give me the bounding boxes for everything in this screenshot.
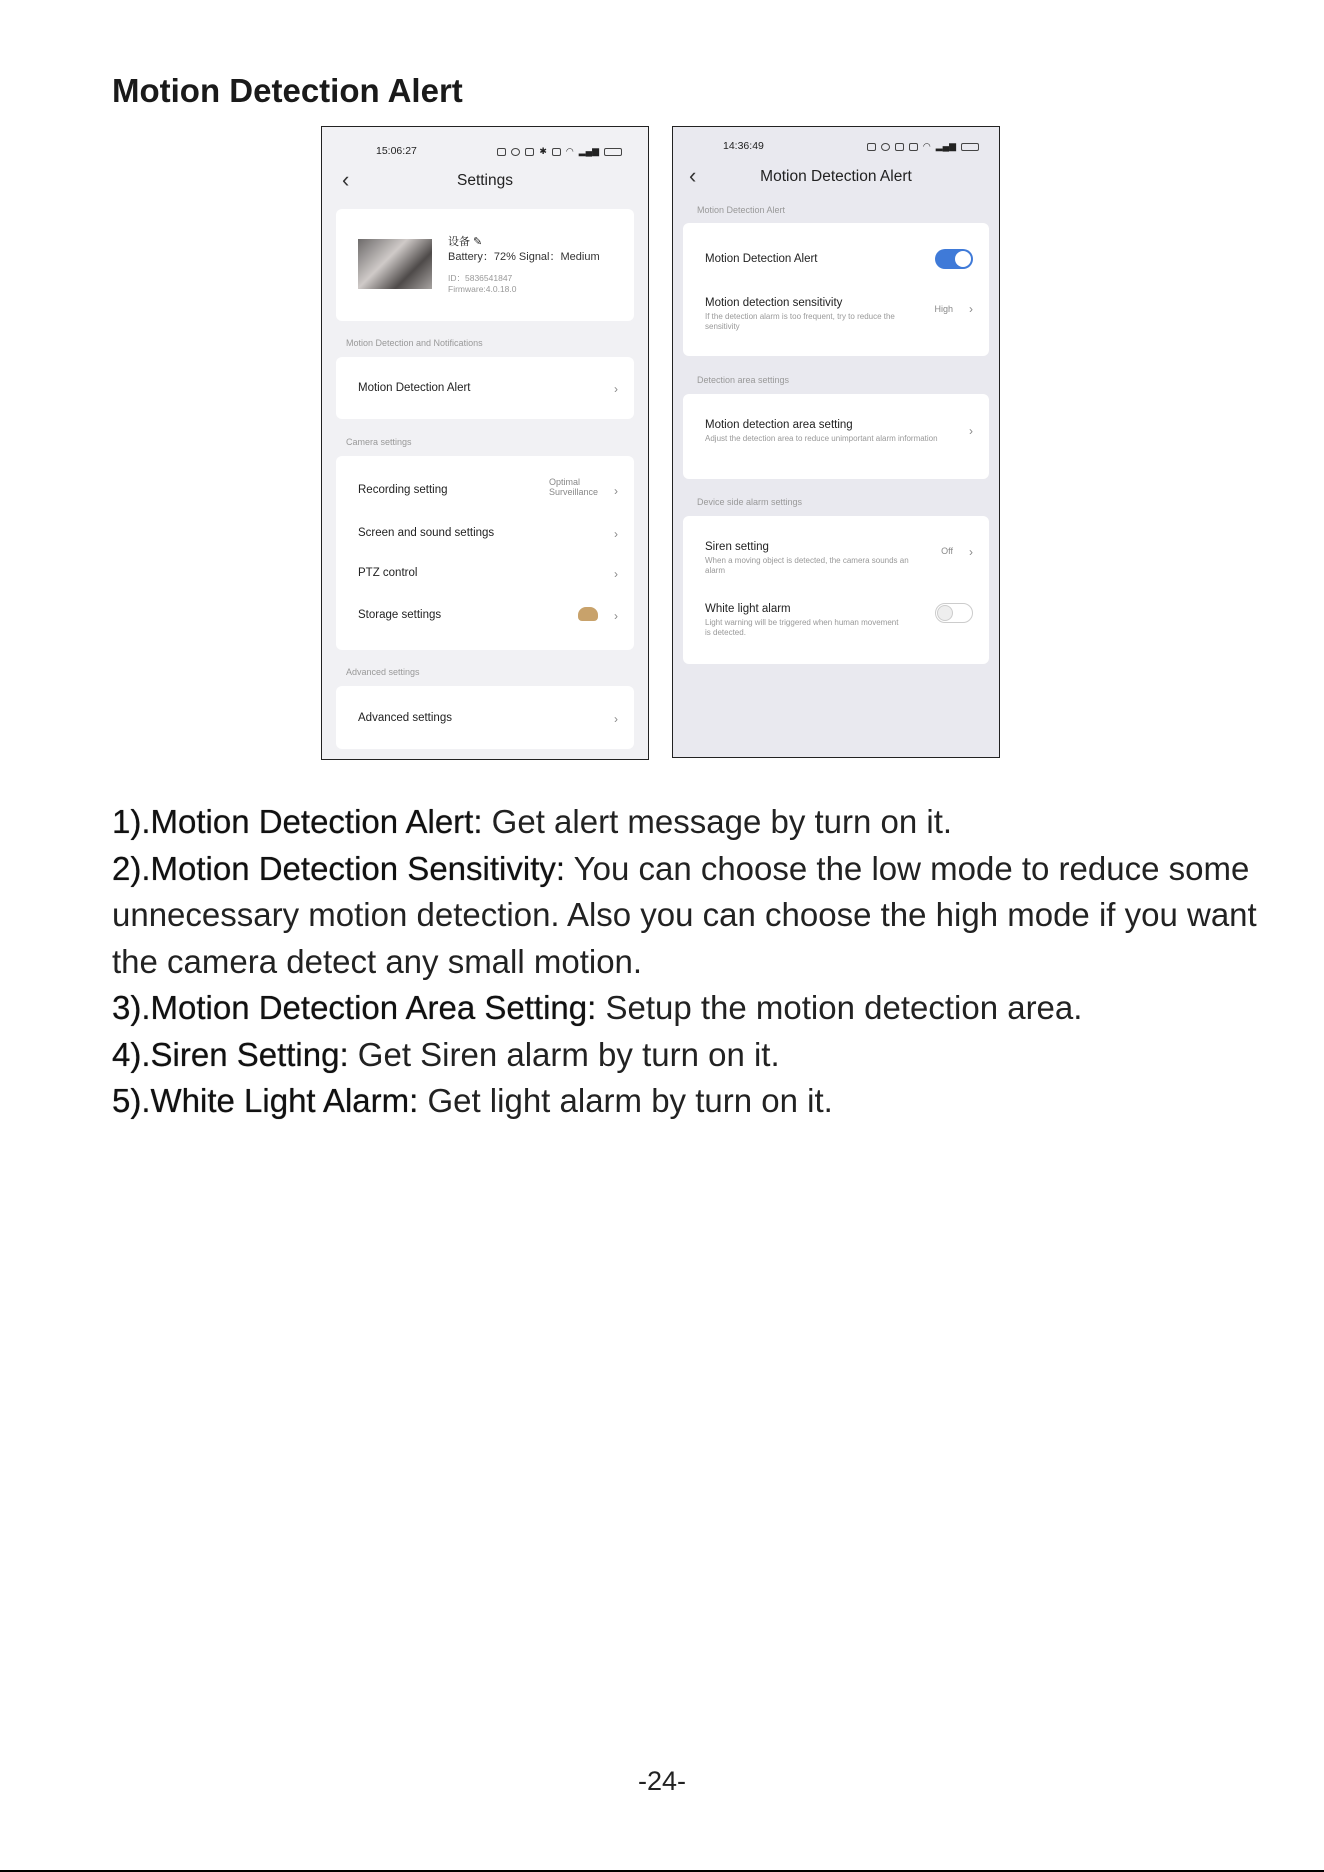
recording-value	[549, 477, 598, 497]
white-light-toggle[interactable]	[935, 603, 973, 623]
instruction-4	[112, 1032, 1262, 1079]
row-label: Motion Detection Alert	[705, 253, 818, 265]
battery-icon	[961, 143, 979, 151]
device-name: 设备 ✎	[448, 236, 483, 248]
status-bar	[322, 145, 648, 159]
hd-icon	[552, 148, 561, 156]
cloud-icon	[578, 607, 598, 621]
battery-icon	[604, 148, 622, 156]
advanced-settings-row[interactable]	[358, 712, 618, 724]
camera-settings-card	[336, 456, 634, 650]
row-label: Motion detection area setting	[705, 419, 853, 431]
row-label: Storage settings	[358, 609, 442, 621]
instruction-1	[112, 799, 1262, 846]
back-chevron-icon[interactable]: ‹	[342, 167, 350, 192]
device-card[interactable]	[336, 209, 634, 321]
instruction-desc: Get alert message by turn on it.	[482, 803, 953, 840]
mute-icon	[525, 148, 534, 156]
siren-setting-row[interactable]	[705, 541, 973, 575]
nav-bar	[673, 163, 999, 193]
row-label: Recording setting	[358, 484, 448, 496]
instruction-3	[112, 985, 1262, 1032]
instruction-label: 5).White Light Alarm:	[112, 1082, 419, 1119]
status-bar	[673, 140, 999, 154]
settings-screenshot	[321, 126, 649, 760]
sensitivity-value: High	[934, 304, 953, 314]
section-label-advanced: Advanced settings	[346, 667, 420, 677]
white-light-alarm-row[interactable]	[705, 603, 973, 637]
row-label: PTZ control	[358, 567, 418, 579]
chevron-right-icon: ›	[969, 302, 973, 316]
back-chevron-icon[interactable]: ‹	[689, 163, 697, 188]
section-label-camera: Camera settings	[346, 437, 412, 447]
instruction-5	[112, 1078, 1262, 1125]
area-setting-row[interactable]	[705, 419, 973, 444]
page-title: Motion Detection Alert	[112, 72, 463, 109]
row-label: White light alarm	[705, 603, 791, 615]
section-label-device: Device side alarm settings	[697, 497, 803, 507]
row-description: If the detection alarm is too frequent, try to reduce the sensitivity	[705, 312, 895, 331]
chevron-right-icon: ›	[614, 609, 618, 623]
instruction-desc: Get Siren alarm by turn on it.	[348, 1035, 780, 1073]
instruction-label: 2).Motion Detection Sensitivity:	[112, 849, 566, 887]
page-number: -24-	[637, 1766, 686, 1796]
vibrate-icon	[895, 143, 904, 151]
signal-icon: ▂▄▆	[935, 141, 956, 151]
status-icons	[867, 141, 979, 152]
hd-icon	[909, 143, 918, 151]
device-stats: Battery：72% Signal：Medium	[448, 251, 600, 263]
storage-settings-row[interactable]	[358, 609, 618, 621]
instruction-label: 4).Siren Setting:	[112, 1035, 349, 1073]
screen-title: Settings	[456, 172, 513, 189]
nav-bar	[322, 167, 648, 197]
bluetooth-icon: ✱	[539, 146, 547, 156]
chevron-right-icon: ›	[614, 527, 618, 541]
row-description: Adjust the detection area to reduce unimportant alarm information	[705, 434, 938, 443]
chevron-right-icon: ›	[614, 484, 618, 498]
instruction-desc: You can choose the low mode to reduce some unnecessary motion detection. Also you can choose the high mode if you want the camera detect any small motion.	[112, 849, 1257, 980]
status-time: 15:06:27	[376, 145, 417, 157]
chevron-right-icon: ›	[614, 712, 618, 726]
recording-value-line2: Surveillance	[548, 487, 598, 497]
screen-title: Motion Detection Alert	[760, 168, 912, 185]
row-label: Siren setting	[705, 541, 769, 553]
recording-setting-row[interactable]	[358, 477, 618, 498]
section-label-area: Detection area settings	[697, 375, 790, 385]
row-description: Light warning will be triggered when human movement is detected.	[705, 618, 899, 637]
screen-sound-row[interactable]	[358, 527, 618, 539]
notifications-card	[336, 357, 634, 419]
wifi-icon: ◠	[565, 146, 574, 156]
chevron-right-icon: ›	[969, 545, 973, 559]
instruction-2	[112, 846, 1262, 986]
section-label-alert: Motion Detection Alert	[697, 205, 786, 215]
instruction-desc: Setup the motion detection area.	[596, 989, 1083, 1026]
advanced-card	[336, 686, 634, 749]
device-alarm-card	[683, 516, 989, 664]
nfc-icon	[497, 148, 506, 156]
recording-value-line1: Optimal	[548, 477, 580, 487]
row-label: Screen and sound settings	[358, 527, 495, 539]
status-icons	[497, 146, 622, 157]
instruction-text	[112, 799, 1262, 1125]
device-id: ID：5836541847	[448, 273, 513, 283]
row-description: When a moving object is detected, the camera sounds an alarm	[705, 556, 909, 575]
instruction-label: 1).Motion Detection Alert:	[112, 803, 483, 840]
ptz-control-row[interactable]	[358, 567, 618, 579]
toggle-knob	[937, 605, 953, 621]
siren-value: Off	[941, 546, 953, 556]
row-label: Advanced settings	[358, 712, 452, 724]
chevron-right-icon: ›	[614, 567, 618, 581]
row-label: Motion Detection Alert	[358, 382, 471, 394]
motion-detection-alert-row[interactable]	[358, 382, 618, 394]
chevron-right-icon: ›	[614, 382, 618, 396]
motion-alert-toggle[interactable]	[935, 249, 973, 269]
alert-card	[683, 223, 989, 356]
row-label: Motion detection sensitivity	[705, 297, 843, 309]
instruction-desc: Get light alarm by turn on it.	[418, 1082, 833, 1119]
area-card	[683, 394, 989, 479]
status-time: 14:36:49	[723, 140, 764, 152]
motion-alert-toggle-row[interactable]	[705, 253, 973, 265]
nfc-icon	[867, 143, 876, 151]
device-thumbnail	[358, 239, 432, 289]
section-label-notifications: Motion Detection and Notifications	[346, 338, 483, 348]
chevron-right-icon: ›	[969, 424, 973, 438]
motion-alert-screenshot	[672, 126, 1000, 758]
signal-icon: ▂▄▆	[578, 146, 599, 156]
sensitivity-row[interactable]	[705, 297, 973, 331]
instruction-label: 3).Motion Detection Area Setting:	[112, 989, 597, 1026]
toggle-knob	[955, 251, 971, 267]
alarm-icon	[881, 143, 890, 151]
alarm-icon	[511, 148, 520, 156]
wifi-icon: ◠	[922, 141, 931, 151]
device-firmware: Firmware:4.0.18.0	[448, 284, 517, 294]
